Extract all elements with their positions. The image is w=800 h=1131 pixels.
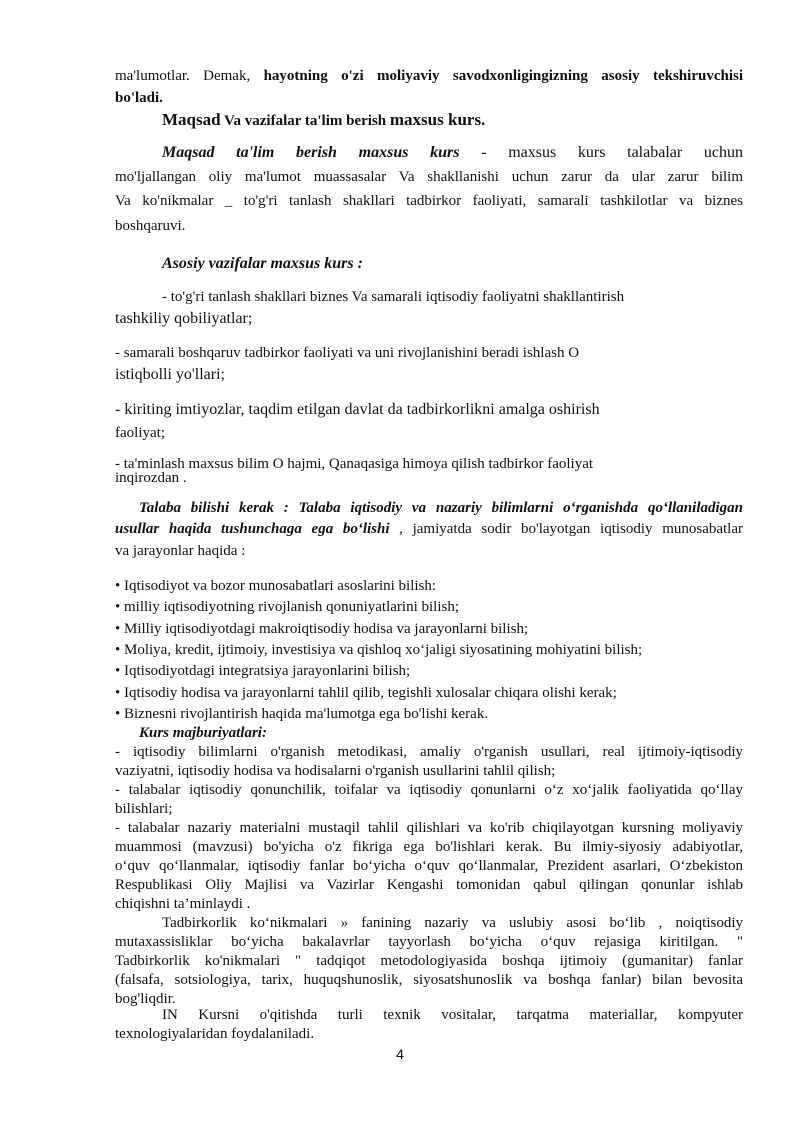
task-1-line-1: - to'g'ri tanlash shakllari biznes Va samarali iqtisodiy faoliyatni shakllantirish — [162, 289, 625, 305]
section-heading-maqsad — [162, 111, 485, 130]
list-item: • milliy iqtisodiyotning rivojlanish qonuniyatlarini bilish; — [115, 599, 459, 615]
kurs-line: - iqtisodiy bilimlarni o'rganish metodikasi, amaliy o'rganish usullari, real ijtimoiy-iqtisodiy — [115, 744, 743, 760]
kurs-line: bilishlari; — [115, 801, 173, 817]
tadb-line: Tadbirkorlik ko‘nikmalari » fanining nazariy va uslubiy asosi bo‘lib , noiqtisodiy — [162, 915, 743, 931]
task-3-line-2: faoliyat; — [115, 425, 165, 441]
task-4-line-1: - ta'minlash maxsus bilim O hajmi, Qanaqasiga himoya qilish tadbirkor faoliyat — [115, 456, 594, 472]
maqsad-line-1 — [162, 144, 743, 162]
list-item: • Milliy iqtisodiyotdagi makroiqtisodiy hodisa va jarayonlarni bilish; — [115, 621, 529, 637]
task-1-line-2: tashkiliy qobiliyatlar; — [115, 310, 253, 327]
section-heading-vazifalar: Asosiy vazifalar maxsus kurs : — [162, 255, 363, 272]
list-item: • Biznesni rivojlantirish haqida ma'lumotga ega bo'lishi kerak. — [115, 706, 489, 722]
kurs-line: Respublikasi Oliy Majlisi va Vazirlar Kengashi tomonidan qabul qilingan qonunlar ishlab — [115, 877, 743, 893]
kurs-line: muammosi (mavzusi) bo'yicha o'z fikriga ega bo'lishlari kerak. Bu ilmiy-siyosiy adabiyotlar, — [115, 839, 743, 855]
heading-word-maqsad: Maqsad — [162, 110, 221, 129]
list-item: • Moliya, kredit, ijtimoiy, investisiya va qishloq xo‘jaligi siyosatining mohiyatini bilish; — [115, 642, 643, 658]
page-number: 4 — [396, 1046, 404, 1062]
task-2-line-1: - samarali boshqaruv tadbirkor faoliyati va uni rivojlanishini beradi ishlash O — [115, 345, 580, 361]
list-item: • Iqtisodiyot va bozor munosabatlari asoslarini bilish: — [115, 578, 437, 594]
tadb-line: mutaxassisliklar bo‘yicha bakalavrlar tayyorlash bo‘yicha o‘quv rejasiga kiritilgan. " — [115, 934, 743, 950]
tadb-line: bog'liqdir. — [115, 991, 176, 1007]
kurs-line: vaziyatni, iqtisodiy hodisa va hodisalarni o'rganish usullarini tahlil qilish; — [115, 763, 556, 779]
list-item: • Iqtisodiy hodisa va jarayonlarni tahlil qilib, tegishli xulosalar chiqara olishi kerak; — [115, 685, 617, 701]
talaba-line-1: Talaba bilishi kerak : Talaba iqtisodiy va nazariy bilimlarni o‘rganishda qo‘llaniladigan — [139, 500, 743, 516]
heading-end: maxsus kurs. — [389, 110, 486, 129]
maqsad-line-2: mo'ljallangan oliy ma'lumot muassasalar Va shakllanishi uchun zarur da ular zarur bilim — [115, 169, 743, 185]
in-line-1: IN Kursni o'qitishda turli texnik vositalar, tarqatma materiallar, kompyuter — [162, 1007, 743, 1023]
heading-mid: Va vazifalar ta'lim berish — [220, 113, 390, 129]
intro-line-2: bo'ladi. — [115, 90, 163, 106]
kurs-line: chiqishni ta’minlaydi . — [115, 896, 251, 912]
maqsad-line-4: boshqaruvi. — [115, 218, 186, 234]
tadb-line: Tadbirkorlik ko'nikmalari " tadqiqot metodologiyasida boshqa ijtimoiy (gumanitar) fanlar — [115, 953, 743, 969]
kurs-line: - talabalar nazariy materialni mustaqil tahlil qilishlari va ko'rib chiqilayotgan kursning moliyaviy — [115, 820, 743, 836]
in-line-2: texnologiyalaridan foydalaniladi. — [115, 1026, 315, 1042]
talaba-line-3: va jarayonlar haqida : — [115, 543, 246, 559]
talaba-rest: , jamiyatda sodir bo'layotgan iqtisodiy munosabatlar — [389, 521, 744, 537]
maqsad-l1: - maxsus kurs talabalar uchun — [459, 144, 743, 161]
intro-line-1 — [115, 67, 743, 85]
kurs-line: o‘quv qo‘llanmalar, iqtisodiy fanlar bo‘yicha o‘quv qo‘llanmalar, Prezident asarlari, O‘zbekiston — [115, 858, 743, 874]
kurs-line: - talabalar iqtisodiy qonunchilik, toifalar va iqtisodiy qonunlarni o‘z xo‘jalik faoliyatida qo‘llay — [115, 782, 743, 798]
kurs-heading: Kurs majburiyatlari: — [139, 725, 267, 741]
talaba-line-2 — [115, 520, 743, 538]
task-4-line-2: inqirozdan . — [115, 470, 187, 486]
maqsad-line-3: Va ko'nikmalar _ to'g'ri tanlash shakllari tadbirkor faoliyati, samarali tashkilotlar va biznes — [115, 193, 743, 209]
talaba-bold: usullar haqida tushunchaga ega bo‘lishi — [115, 521, 390, 537]
maqsad-lead: Maqsad ta'lim berish maxsus kurs — [162, 144, 460, 161]
intro-text: ma'lumotlar. Demak, — [115, 68, 264, 84]
task-2-line-2: istiqbolli yo'llari; — [115, 366, 225, 383]
tadb-line: (falsafa, sotsiologiya, tarix, huquqshunoslik, siyosatshunoslik va boshqa fanlar) bilan bevosita — [115, 972, 743, 988]
intro-bold-text: hayotning o'zi moliyaviy savodxonligingizning asosiy tekshiruvchisi — [263, 68, 743, 84]
task-3-line-1: - kiriting imtiyozlar, taqdim etilgan davlat da tadbirkorlikni amalga oshirish — [115, 401, 600, 418]
list-item: • Iqtisodiyotdagi integratsiya jarayonlarini bilish; — [115, 663, 411, 679]
